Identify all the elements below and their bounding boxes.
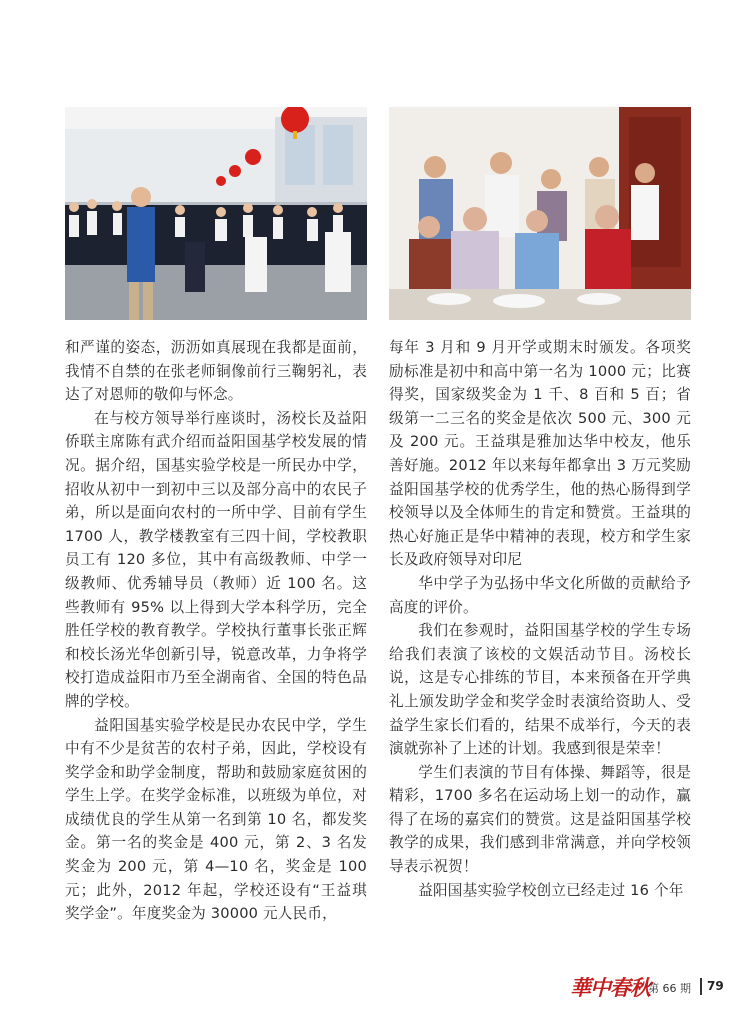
students-hall-illustration — [65, 107, 367, 320]
paragraph: 华中学子为弘扬中华文化所做的贡献给予高度的评价。 — [389, 574, 691, 616]
page-number: 79 — [707, 979, 724, 993]
students-hall-photo — [65, 107, 367, 320]
paragraph: 在与校方领导举行座谈时，汤校长及益阳侨联主席陈有武介绍而益阳国基学校发展的情况。据介绍，国基实验学校是一所民办中学，招收从初中一到初中三以及部分高中的农民子弟，所以是面向农村的一所中学、目前有学生 1700 人，教学楼教室有三四十间，学校教职员工有 120 多位，其中有高级教师、中学一级教师、优秀辅导员（教师）近 100 名。这些教师有 95% 以上得到大学本科学历，完全胜任学校的教育教学。学校执行董事长张正辉和校长汤光华创新引导，锐意改革，力争将学校打造成益阳市乃至全湖南省、全国的特色品牌的学校。 — [65, 409, 367, 710]
paragraph: 我们在参观时，益阳国基学校的学生专场给我们表演了该校的文娱活动节目。汤校长说，这是专心排练的节目，本来预备在开学典礼上颁发助学金和奖学金时表演给资助人、受益学生家长们看的，结果不成举行，今天的表演就弥补了上述的计划。我感到很是荣幸！ — [389, 622, 691, 758]
page-footer — [570, 972, 724, 1002]
paragraph: 和严谨的姿态，沥沥如真展现在我都是面前，我情不自禁的在张老师铜像前行三鞠躬礼，表达了对恩师的敬仰与怀念。 — [65, 339, 367, 404]
magazine-logo: 華中春秋 — [570, 975, 650, 1000]
right-text-column — [389, 336, 691, 902]
paragraph: 每年 3 月和 9 月开学或期末时颁发。各项奖励标准是初中和高中第一名为 1000 元；比赛得奖，国家级奖金为 1 千、8 百和 5 百；省级第一二三名的奖金是依次 500 元、300 元及 200 元。王益琪是雅加达华中校友，他乐善好施。2012 年以来每年都拿出 3 万元奖励益阳国基学校的优秀学生，他的热心肠得到学校领导以及全体师生的肯定和赞赏。王益琪的热心好施正是华中精神的表现，校方和学生家长及政府领导对印尼 — [389, 339, 691, 569]
paragraph: 益阳国基实验学校是民办农民中学，学生中有不少是贫苦的农村子弟，因此，学校设有奖学金和助学金制度，帮助和鼓励家庭贫困的学生上学。在奖学金标准，以班级为单位，对成绩优良的学生从第一名到第 10 名，都发奖金。第一名的奖金是 400 元，第 2、3 名发奖金为 200 元，第 4—10 名，奖金是 100 元；此外，2012 年起，学校还设有“王益琪奖学金”。年度奖金为 30000 元人民币， — [65, 716, 367, 923]
group-dinner-illustration — [389, 107, 691, 320]
footer-divider — [700, 978, 702, 995]
group-dinner-photo — [389, 107, 691, 320]
paragraph: 益阳国基实验学校创立已经走过 16 个年 — [418, 881, 684, 899]
paragraph: 学生们表演的节目有体操、舞蹈等，很是精彩，1700 多名在运动场上划一的动作，赢得了在场的嘉宾们的赞赏。这是益阳国基学校教学的成果，我们感到非常满意，并向学校领导表示祝贺！ — [389, 763, 691, 876]
issue-label: 第 66 期 — [648, 982, 691, 995]
left-text-column — [65, 336, 367, 926]
